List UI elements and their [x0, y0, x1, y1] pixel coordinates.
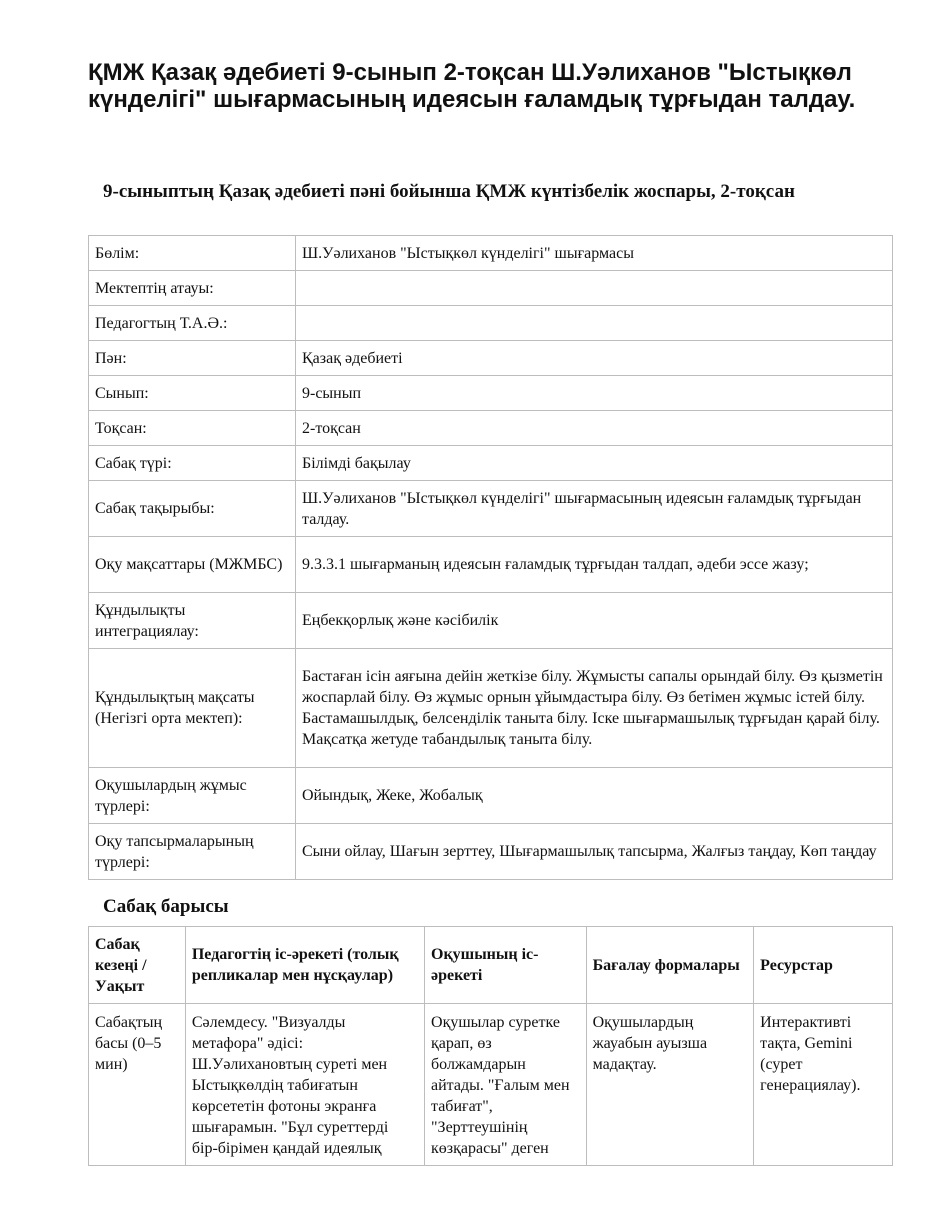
info-row-lesson-type	[89, 446, 893, 481]
info-label: Пән:	[89, 341, 296, 376]
info-value: Ш.Уәлиханов "Ыстықкөл күнделігі" шығармасы	[296, 236, 893, 271]
info-value: Ш.Уәлиханов "Ыстықкөл күнделігі" шығармасының идеясын ғаламдық тұрғыдан талдау.	[296, 481, 893, 537]
info-row-school	[89, 271, 893, 306]
info-label: Оқу тапсырмаларының түрлері:	[89, 824, 296, 880]
info-label: Бөлім:	[89, 236, 296, 271]
cell-assessment: Оқушылардың жауабын ауызша мадақтау.	[586, 1004, 754, 1166]
info-label: Мектептің атауы:	[89, 271, 296, 306]
info-row-teacher	[89, 306, 893, 341]
cell-resources: Интерактивті тақта, Gemini (сурет генерациялау).	[754, 1004, 893, 1166]
cell-stage: Сабақтың басы (0–5 мин)	[89, 1004, 186, 1166]
column-header-teacher-activity: Педагогтің іс-әрекеті (толық репликалар мен нұсқаулар)	[185, 927, 424, 1004]
info-label: Сынып:	[89, 376, 296, 411]
info-row-value-integration	[89, 593, 893, 649]
lesson-plan-table	[88, 926, 893, 1166]
info-value: Еңбекқорлық және кәсібилік	[296, 593, 893, 649]
info-value: Білімді бақылау	[296, 446, 893, 481]
info-label: Сабақ тақырыбы:	[89, 481, 296, 537]
cell-teacher-activity: Сәлемдесу. "Визуалды метафора" әдісі: Ш.Уәлихановтың суреті мен Ыстықкөлдің табиғатын көрсететін фотоны экранға шығарамын. "Бұл суреттерді бір-бірімен қандай идеялық	[185, 1004, 424, 1166]
info-value	[296, 271, 893, 306]
column-header-student-activity: Оқушының іс-әрекеті	[425, 927, 587, 1004]
info-row-task-types	[89, 824, 893, 880]
document-subtitle: 9-сыныптың Қазақ әдебиеті пәні бойынша ҚМЖ күнтізбелік жоспары, 2-тоқсан	[103, 181, 795, 202]
cell-student-activity: Оқушылар суретке қарап, өз болжамдарын айтады. "Ғалым мен табиғат", "Зерттеушінің көзқарасы" деген	[425, 1004, 587, 1166]
info-row-lesson-topic	[89, 481, 893, 537]
info-label: Педагогтың Т.А.Ә.:	[89, 306, 296, 341]
info-value: 9-сынып	[296, 376, 893, 411]
column-header-assessment: Бағалау формалары	[586, 927, 754, 1004]
column-header-stage: Сабақ кезеңі / Уақыт	[89, 927, 186, 1004]
info-row-grade	[89, 376, 893, 411]
info-row-work-types	[89, 768, 893, 824]
info-label: Оқу мақсаттары (МЖМБС)	[89, 537, 296, 593]
info-value: Қазақ әдебиеті	[296, 341, 893, 376]
info-row-subject	[89, 341, 893, 376]
info-label: Оқушылардың жұмыс түрлері:	[89, 768, 296, 824]
lesson-progress-heading: Сабақ барысы	[103, 896, 229, 917]
info-value	[296, 306, 893, 341]
info-row-quarter	[89, 411, 893, 446]
info-value: Бастаған ісін аяғына дейін жеткізе білу. Жұмысты сапалы орындай білу. Өз қызметін жоспарлай білу. Өз жұмыс орнын ұйымдастыра білу. Өз бетімен жұмыс істей білу. Бастамашылдық, белсенділік таныта білу. Іске шығармашылық тұрғыдан қарай білу. Мақсатқа жетуде табандылық таныта білу.	[296, 649, 893, 768]
lesson-info-table	[88, 235, 893, 880]
info-value: Сыни ойлау, Шағын зерттеу, Шығармашылық тапсырма, Жалғыз таңдау, Көп таңдау	[296, 824, 893, 880]
document-title: ҚМЖ Қазақ әдебиеті 9-сынып 2-тоқсан Ш.Уәлиханов "Ыстықкөл күнделігі" шығармасының идеясын ғаламдық тұрғыдан талдау.	[88, 59, 856, 113]
plan-row	[89, 1004, 893, 1166]
column-header-resources: Ресурстар	[754, 927, 893, 1004]
info-row-learning-objectives	[89, 537, 893, 593]
info-value: Ойындық, Жеке, Жобалық	[296, 768, 893, 824]
info-label: Тоқсан:	[89, 411, 296, 446]
info-label: Сабақ түрі:	[89, 446, 296, 481]
plan-header-row	[89, 927, 893, 1004]
info-row-section	[89, 236, 893, 271]
info-value: 2-тоқсан	[296, 411, 893, 446]
info-row-value-goal	[89, 649, 893, 768]
info-label: Құндылықты интеграциялау:	[89, 593, 296, 649]
info-value: 9.3.3.1 шығарманың идеясын ғаламдық тұрғыдан талдап, әдеби эссе жазу;	[296, 537, 893, 593]
info-label: Құндылықтың мақсаты (Негізгі орта мектеп):	[89, 649, 296, 768]
